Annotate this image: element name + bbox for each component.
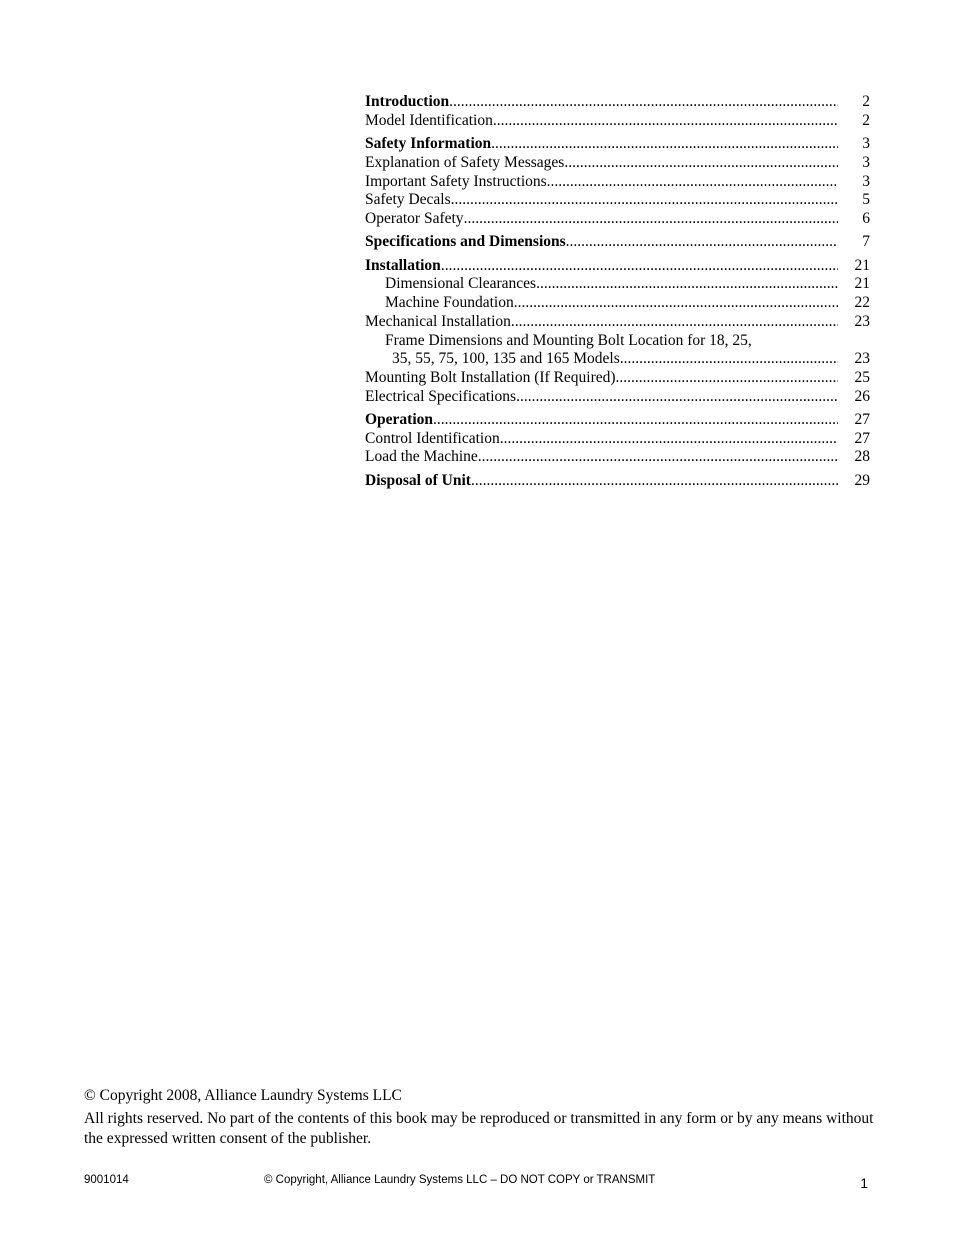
dot-leader xyxy=(547,173,838,192)
toc-title: Control Identification xyxy=(365,429,500,447)
dot-leader xyxy=(433,411,838,430)
toc-page-number: 6 xyxy=(862,209,870,227)
toc-entry-control-identification[interactable] xyxy=(365,430,870,449)
document-number: 9001014 xyxy=(84,1174,129,1186)
dot-leader xyxy=(616,369,838,388)
toc-entry-dimensional-clearances[interactable] xyxy=(365,275,870,294)
dot-leader xyxy=(471,472,838,491)
toc-entry-disposal-of-unit[interactable] xyxy=(365,472,870,491)
dot-leader xyxy=(564,154,838,173)
dot-leader xyxy=(451,191,838,210)
toc-title: Model Identification xyxy=(365,111,493,129)
toc-page-number: 22 xyxy=(854,294,870,312)
toc-entry-operator-safety[interactable] xyxy=(365,210,870,229)
toc-page-number: 23 xyxy=(854,350,870,368)
rights-statement: All rights reserved. No part of the contents of this book may be reproduced or transmitted in any form or by any means without the expressed written consent of the publisher. xyxy=(84,1110,874,1147)
toc-entry-mounting-bolt-installation[interactable] xyxy=(365,369,870,388)
toc-page-number: 3 xyxy=(862,135,870,153)
toc-title: Mechanical Installation xyxy=(365,312,511,330)
dot-leader xyxy=(491,135,838,154)
toc-page-number: 2 xyxy=(862,111,870,129)
toc-entry-electrical-specifications[interactable] xyxy=(365,388,870,407)
toc-page-number: 29 xyxy=(854,471,870,489)
toc-entry-model-identification[interactable] xyxy=(365,112,870,131)
dot-leader xyxy=(516,388,838,407)
dot-leader xyxy=(566,233,838,252)
toc-page-number: 2 xyxy=(862,93,870,110)
toc-entry-operation[interactable] xyxy=(365,411,870,430)
copyright-notice xyxy=(84,1086,874,1149)
dot-leader xyxy=(493,112,838,131)
toc-page-number: 3 xyxy=(862,172,870,190)
toc-title: Dimensional Clearances xyxy=(385,275,537,293)
toc-title: Mounting Bolt Installation (If Required) xyxy=(365,368,616,386)
toc-entry-explanation-of-safety-messages[interactable] xyxy=(365,154,870,173)
toc-title: Important Safety Instructions xyxy=(365,172,547,190)
toc-title: Operation xyxy=(365,411,434,428)
dot-leader xyxy=(449,93,838,112)
toc-page-number: 5 xyxy=(862,191,870,209)
toc-entry-important-safety-instructions[interactable] xyxy=(365,173,870,192)
toc-title: Electrical Specifications xyxy=(365,387,517,405)
dot-leader xyxy=(514,294,838,313)
toc-page-number: 28 xyxy=(854,448,870,466)
toc-page-number: 21 xyxy=(854,275,870,293)
toc-entry-machine-foundation[interactable] xyxy=(365,294,870,313)
toc-title: Frame Dimensions and Mounting Bolt Location for 18, 25, xyxy=(385,331,752,349)
dot-leader xyxy=(478,448,838,467)
toc-page-number: 3 xyxy=(862,153,870,171)
page-footer xyxy=(84,1174,870,1194)
dot-leader xyxy=(464,210,838,229)
toc-page-number: 26 xyxy=(854,387,870,405)
toc-title: 35, 55, 75, 100, 135 and 165 Models xyxy=(392,350,620,368)
toc-page-number: 27 xyxy=(854,429,870,447)
toc-title: Explanation of Safety Messages xyxy=(365,153,565,171)
toc-title: Operator Safety xyxy=(365,209,464,227)
dot-leader xyxy=(441,257,838,276)
toc-title: Introduction xyxy=(365,93,450,110)
toc-entry-frame-dimensions-line2[interactable] xyxy=(365,350,870,369)
footer-copyright-notice: © Copyright, Alliance Laundry Systems LLC – DO NOT COPY or TRANSMIT xyxy=(264,1174,656,1186)
dot-leader xyxy=(511,313,838,332)
dot-leader xyxy=(500,430,838,449)
toc-entry-safety-decals[interactable] xyxy=(365,191,870,210)
toc-entry-frame-dimensions-line1[interactable] xyxy=(365,332,870,351)
page-number: 1 xyxy=(860,1175,868,1191)
toc-title: Specifications and Dimensions xyxy=(365,233,566,251)
toc-page-number: 27 xyxy=(854,411,870,428)
dot-leader xyxy=(620,350,838,369)
toc-page-number: 7 xyxy=(862,233,870,251)
toc-entry-load-the-machine[interactable] xyxy=(365,448,870,467)
toc-title: Load the Machine xyxy=(365,448,478,466)
toc-entry-safety-information[interactable] xyxy=(365,135,870,154)
toc-title: Installation xyxy=(365,256,441,274)
toc-page-number: 21 xyxy=(854,256,870,274)
toc-page-number: 25 xyxy=(854,368,870,386)
toc-entry-introduction[interactable] xyxy=(365,93,870,112)
toc-title: Safety Information xyxy=(365,135,492,153)
toc-entry-mechanical-installation[interactable] xyxy=(365,313,870,332)
toc-title: Safety Decals xyxy=(365,191,451,209)
toc-page-number: 23 xyxy=(854,312,870,330)
toc-entry-installation[interactable] xyxy=(365,257,870,276)
toc-title: Disposal of Unit xyxy=(365,471,471,489)
toc-entry-specifications-and-dimensions[interactable] xyxy=(365,233,870,252)
copyright-line: © Copyright 2008, Alliance Laundry Systems LLC xyxy=(84,1087,402,1104)
toc-title: Machine Foundation xyxy=(385,294,514,312)
table-of-contents xyxy=(365,93,870,491)
dot-leader xyxy=(536,275,838,294)
